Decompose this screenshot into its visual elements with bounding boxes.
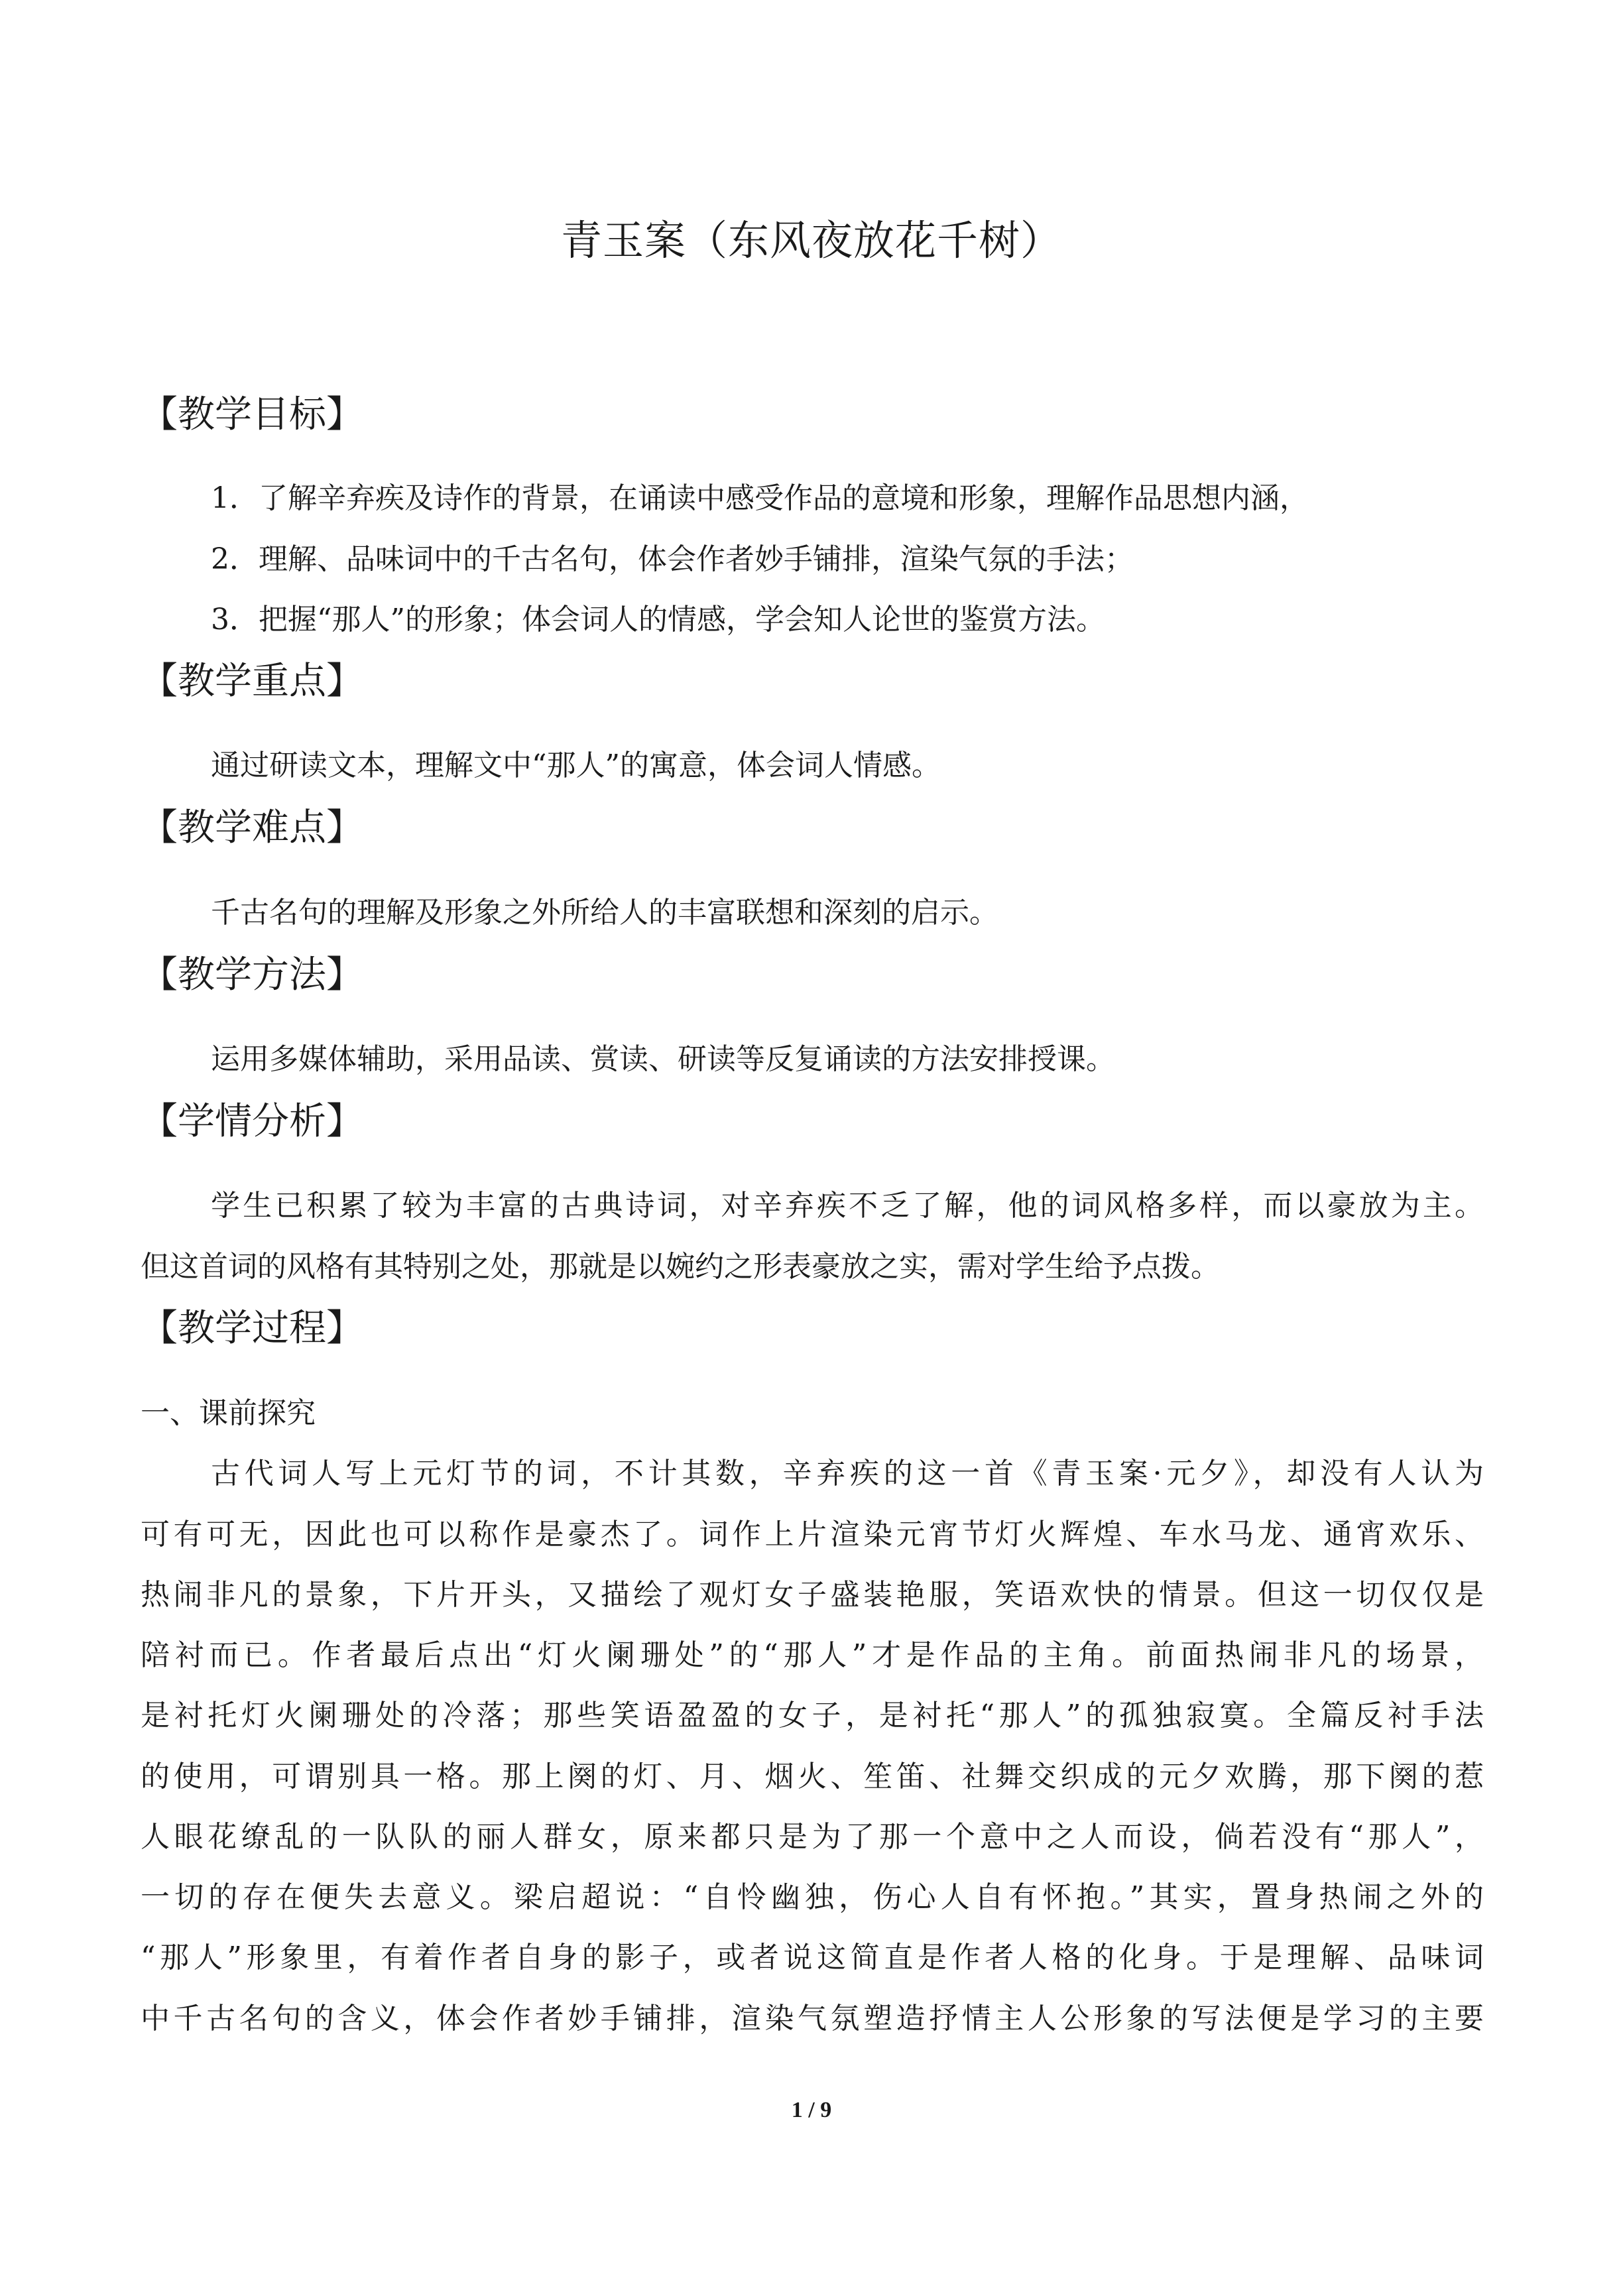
analysis-line-1: 学生已积累了较为丰富的古典诗词，对辛弃疾不乏了解，他的词风格多样，而以豪放为主。: [211, 1189, 1484, 1223]
process-subheading: 一、课前探究: [141, 1396, 316, 1430]
objective-item-3: 3．把握“那人”的形象；体会词人的情感，学会知人论世的鉴赏方法。: [211, 603, 1105, 636]
process-line-9: “那人”形象里，有着作者自身的影子，或者说这简直是作者人格的化身。于是理解、品味词: [141, 1941, 1484, 1974]
process-line-6: 的使用，可谓别具一格。那上阕的灯、月、烟火、笙笛、社舞交织成的元夕欢腾，那下阕的惹: [141, 1760, 1484, 1793]
objective-item-1: 1．了解辛弃疾及诗作的背景，在诵读中感受作品的意境和形象，理解作品思想内涵，: [211, 481, 1309, 515]
heading-analysis: 【学情分析】: [141, 1100, 363, 1143]
process-line-2: 可有可无，因此也可以称作是豪杰了。词作上片渲染元宵节灯火辉煌、车水马龙、通宵欢乐、: [141, 1518, 1484, 1551]
objective-item-2: 2．理解、品味词中的千古名句，体会作者妙手铺排，渲染气氛的手法；: [211, 542, 1134, 576]
heading-methods: 【教学方法】: [141, 953, 363, 997]
process-line-8: 一切的存在便失去意义。梁启超说：“自怜幽独，伤心人自有怀抱。”其实，置身热闹之外的: [141, 1880, 1484, 1914]
process-line-7: 人眼花缭乱的一队队的丽人群女，原来都只是为了那一个意中之人而设，倘若没有“那人”，: [141, 1820, 1484, 1854]
heading-key-points: 【教学重点】: [141, 660, 363, 703]
key-points-text: 通过研读文本，理解文中“那人”的寓意，体会词人情感。: [211, 749, 941, 782]
process-line-3: 热闹非凡的景象，下片开头，又描绘了观灯女子盛装艳服，笑语欢快的情景。但这一切仅仅是: [141, 1578, 1484, 1612]
methods-text: 运用多媒体辅助，采用品读、赏读、研读等反复诵读的方法安排授课。: [211, 1042, 1115, 1076]
analysis-line-2: 但这首词的风格有其特别之处，那就是以婉约之形表豪放之实，需对学生给予点拨。: [141, 1250, 1220, 1284]
difficulties-text: 千古名句的理解及形象之外所给人的丰富联想和深刻的启示。: [211, 896, 998, 930]
process-line-5: 是衬托灯火阑珊处的冷落；那些笑语盈盈的女子，是衬托“那人”的孤独寂寞。全篇反衬手法: [141, 1699, 1484, 1732]
heading-objectives: 【教学目标】: [141, 393, 363, 436]
process-line-4: 陪衬而已。作者最后点出“灯火阑珊处”的“那人”才是作品的主角。前面热闹非凡的场景，: [141, 1638, 1484, 1672]
process-line-10: 中千古名句的含义，体会作者妙手铺排，渲染气氛塑造抒情主人公形象的写法便是学习的主要: [141, 2002, 1484, 2035]
page-number: 1 / 9: [791, 2098, 832, 2122]
heading-process: 【教学过程】: [141, 1307, 363, 1350]
process-line-1: 古代词人写上元灯节的词，不计其数，辛弃疾的这一首《青玉案·元夕》，却没有人认为: [211, 1457, 1484, 1490]
heading-difficulties: 【教学难点】: [141, 806, 363, 849]
page-title: 青玉案（东风夜放花千树）: [560, 216, 1062, 265]
